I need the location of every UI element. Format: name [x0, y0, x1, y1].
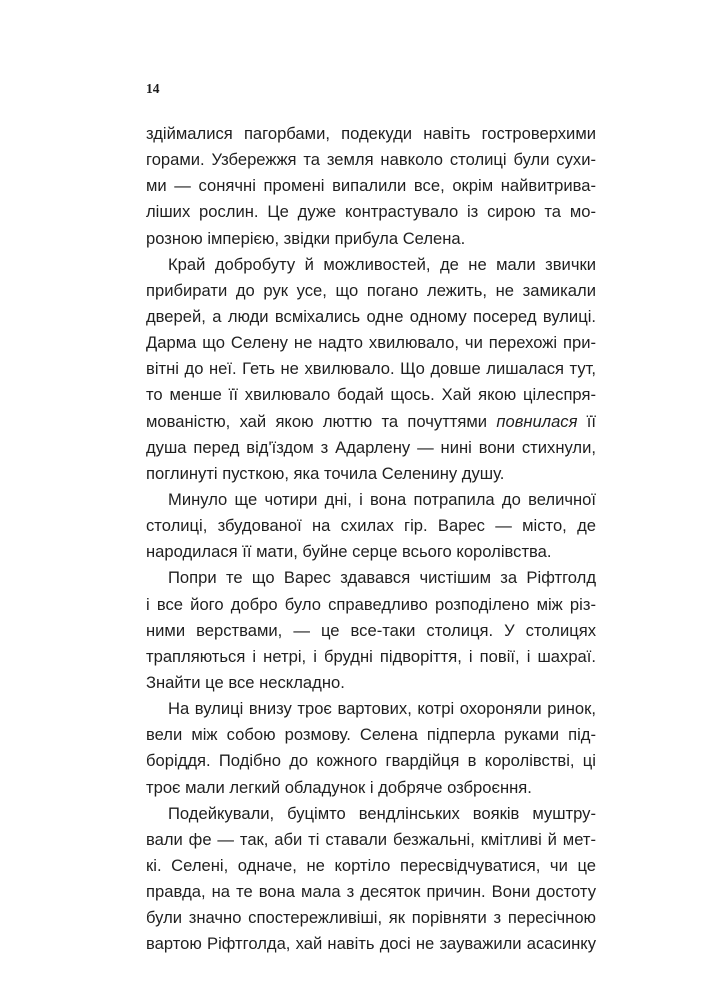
- text-line: Знайти це все нескладно.: [146, 672, 345, 692]
- text-fragment: її: [577, 411, 596, 431]
- text-line: вартою Ріфтголда, хай навіть досі не зауважили асасинку: [146, 934, 596, 954]
- text-line: здіймалися пагорбами, подекуди навіть гостроверхими: [146, 124, 596, 143]
- text-line: кі. Селені, одначе, не кортіло пересвідчуватися, чи це: [146, 855, 596, 875]
- text-line: прибирати до рук усе, що погано лежить, не замикали: [146, 280, 596, 300]
- text-line: троє мали легкий обладунок і добряче озброєння.: [146, 777, 532, 797]
- text-line: поглинуті пусткою, яка точила Селенину душу.: [146, 463, 505, 483]
- text-line: ми — сонячні промені випалили все, окрім найвитрива-: [146, 176, 596, 196]
- text-line: душа перед від'їздом з Адарлену — нині вони стихнули,: [146, 437, 596, 457]
- text-line: ліших рослин. Це дуже контрастувало із сирою та мо-: [146, 202, 596, 222]
- text-line: На вулиці внизу троє вартових, котрі охороняли ринок,: [168, 699, 596, 719]
- body-text: [146, 121, 596, 958]
- page-number: 14: [146, 81, 160, 96]
- text-line: горами. Узбережжя та земля навколо столиці були сухи-: [146, 150, 596, 170]
- text-line: боріддя. Подібно до кожного гвардійця в королівстві, ці: [146, 751, 596, 771]
- text-line: вели між собою розмову. Селена підперла руками під-: [146, 725, 596, 745]
- emphasized-word: повнилася: [496, 411, 578, 431]
- text-line: Попри те що Варес здавався чистішим за Ріфтголд: [168, 568, 596, 588]
- text-line: Край добробуту й можливостей, де не мали звички: [168, 254, 596, 274]
- text-line: народилася її мати, буйне серце всього королівства.: [146, 542, 552, 562]
- text-line: розною імперією, звідки прибула Селена.: [146, 228, 466, 248]
- text-line: правда, на те вона мала з десяток причин. Вони достоту: [146, 882, 596, 902]
- text-line: вали фе — так, аби ті ставали безжальні, кмітливі й мет-: [146, 829, 596, 849]
- text-line: [146, 409, 596, 435]
- text-fragment: мованістю, хай якою люттю та почуттями: [146, 411, 497, 431]
- text-line: Дарма що Селену не надто хвилювало, чи перехожі при-: [146, 333, 596, 353]
- text-line: і все його добро було справедливо розподілено між різ-: [146, 594, 596, 614]
- text-line: Подейкували, буцімто вендлінських вояків муштру-: [168, 803, 596, 823]
- text-line: столиці, збудованої на схилах гір. Варес — місто, де: [146, 516, 596, 536]
- text-line: були значно спостережливіші, як порівняти з пересічною: [146, 908, 596, 928]
- text-line: вітні до неї. Геть не хвилювало. Що довше лишалася тут,: [146, 359, 596, 379]
- text-line: дверей, а люди всміхались одне одному посеред вулиці.: [146, 306, 596, 326]
- text-line: Минуло ще чотири дні, і вона потрапила до величної: [168, 489, 596, 509]
- text-line: то менше її хвилювало бодай щось. Хай якою цілеспря-: [146, 385, 596, 405]
- text-line: трапляються і нетрі, і брудні підворіття, і повії, і шахраї.: [146, 646, 596, 666]
- text-line: ними верствами, — це все-таки столиця. У столицях: [146, 620, 596, 640]
